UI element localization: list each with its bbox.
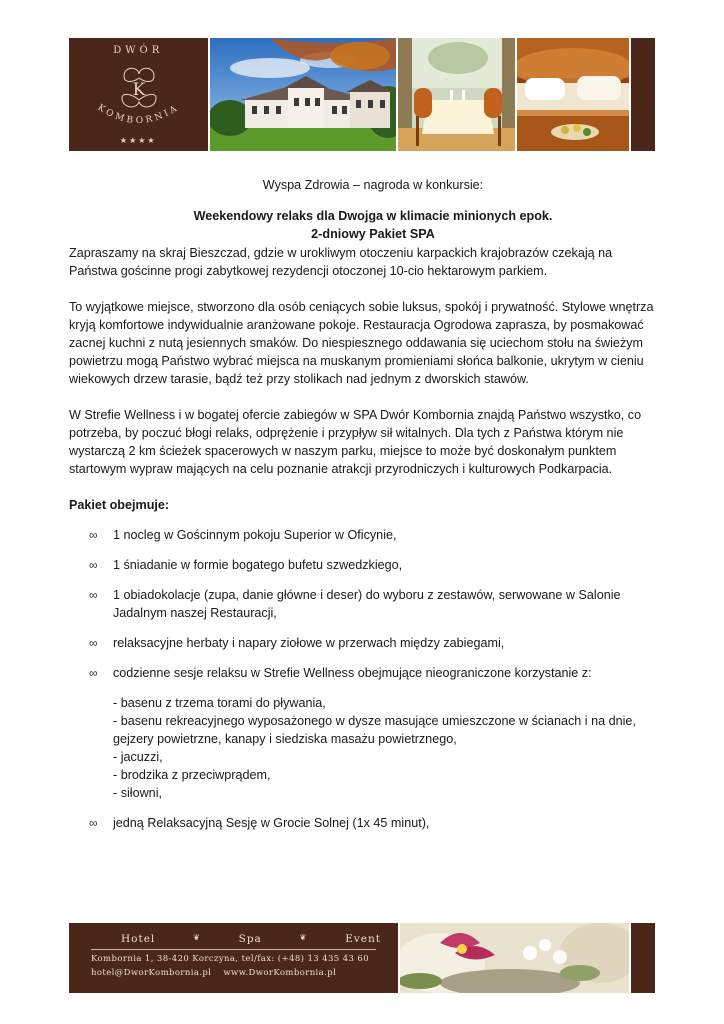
list-item (69, 586, 659, 622)
package-items-list (69, 526, 659, 832)
infinity-bullet-icon: ∞ (89, 588, 98, 602)
award-subtitle: Wyspa Zdrowia – nagroda w konkursie: (262, 178, 484, 192)
manor-house-photo (210, 38, 396, 151)
list-item-text: relaksacyjne herbaty i napary ziołowe w przerwach między zabiegami, (113, 636, 505, 650)
infinity-bullet-icon: ∞ (89, 666, 98, 680)
hotel-stars: ★★★★ (119, 136, 157, 145)
footer-nav-spa: Spa (238, 933, 262, 945)
spa-flowers-photo (400, 923, 629, 993)
infinity-bullet-icon: ∞ (89, 558, 98, 572)
footer-contact-links (91, 968, 336, 978)
sub-list-item: - basenu rekreacyjnego wyposażonego w dysze masujące umieszczone w ścianach i na dnie, gejzery powietrzne, kanapy i siedziska masażu powietrznego, (113, 714, 636, 746)
footer-address: Kombornia 1, 38-420 Korczyna, tel/fax: (+48) 13 435 43 60 (91, 954, 370, 964)
hotel-logo (69, 38, 208, 151)
footer-email-link[interactable]: hotel@DworKombornia.pl (91, 968, 212, 978)
ornament-icon: ❦ (193, 933, 201, 942)
wellness-paragraph: W Strefie Wellness i w bogatej ofercie zabiegów w SPA Dwór Kombornia znajdą Państwo wszystko, co potrzeba, by poczuć błogi relaks, odprężenie i przypływ sił witalnych. Dla tych z Państwa którym nie wystarczą 2 km ścieżek spacerowych w naszym parku, miejsce to może być doskonałym punktem startowym wypraw mających na celu poznanie atrakcji przyrodniczych i kulturowych Podkarpacia. (69, 408, 642, 476)
logo-bottom-text (69, 98, 208, 138)
list-item-text: 1 obiadokolacje (zupa, danie główne i deser) do wyboru z zestawów, serwowane w Salonie Jadalnym naszej Restauracji, (113, 588, 621, 620)
list-item-text: 1 śniadanie w formie bogatego bufetu szwedzkiego, (113, 558, 403, 572)
footer-website-link[interactable]: www.DworKombornia.pl (223, 968, 337, 978)
footer-nav (121, 933, 381, 945)
list-item (69, 664, 659, 802)
description-paragraph: To wyjątkowe miejsce, stworzono dla osób ceniących sobie luksus, spokój i prywatność. Stylowe wnętrza kryją komfortowe indywidualnie aranżowane pokoje. Restauracja Ogrodowa zaprasza, by posmakować zacnej kuchni z nutą jesiennych smaków. Do niespiesznego oddawania się uciechom stołu na świeżym powietrzu mogą Państwo wybrać miejsca na muskanym promieniami słońca balkonie, ukrytym w cieniu wiekowych drzew tarasie, bądź też przy stolikach nad jednym z dworskich stawów. (69, 300, 654, 386)
offer-package-name: 2-dniowy Pakiet SPA (311, 227, 435, 241)
sub-list-item: - siłowni, (113, 786, 162, 800)
intro-paragraph: Zapraszamy na skraj Bieszczad, gdzie w urokliwym otoczeniu karpackich krajobrazów czekają na Państwa gościnne progi zabytkowej rezydencji otoczonej 10-cio hektarowym parkiem. (69, 246, 613, 278)
list-item-text: 1 nocleg w Gościnnym pokoju Superior w Oficynie, (113, 528, 397, 542)
header-accent-strip (631, 38, 655, 151)
footer-accent-strip (631, 923, 655, 993)
contact-box (69, 923, 398, 993)
logo-top-text: DWÓR (113, 45, 164, 56)
wellness-facilities-list (113, 694, 659, 802)
infinity-bullet-icon: ∞ (89, 816, 98, 830)
list-item (69, 634, 659, 652)
list-item (69, 814, 659, 832)
footer-nav-hotel: Hotel (121, 933, 156, 945)
footer-nav-event: Event (345, 933, 381, 945)
list-item (69, 556, 659, 574)
footer-divider (91, 949, 376, 950)
sub-list-item: - basenu z trzema torami do pływania, (113, 696, 326, 710)
sub-list-item: - brodzika z przeciwprądem, (113, 768, 271, 782)
svg-text:KOMBORNIA: KOMBORNIA (95, 102, 182, 127)
sub-list-item: - jacuzzi, (113, 750, 163, 764)
list-item-text: codzienne sesje relaksu w Strefie Wellness obejmujące nieograniczone korzystanie z: (113, 666, 592, 680)
list-item-text: jedną Relaksacyjną Sesję w Grocie Solnej (1x 45 minut), (113, 816, 430, 830)
infinity-bullet-icon: ∞ (89, 636, 98, 650)
offer-content (69, 176, 659, 844)
restaurant-photo (398, 38, 516, 151)
header-banner (69, 38, 655, 151)
infinity-bullet-icon: ∞ (89, 528, 98, 542)
bedroom-photo (517, 38, 629, 151)
list-item (69, 526, 659, 544)
logo-letter: K (132, 80, 146, 100)
offer-headline: Weekendowy relaks dla Dwojga w klimacie minionych epok. (193, 209, 553, 223)
package-includes-heading: Pakiet obejmuje: (69, 498, 170, 512)
footer-banner (69, 923, 655, 993)
ornament-icon: ❦ (299, 933, 308, 942)
